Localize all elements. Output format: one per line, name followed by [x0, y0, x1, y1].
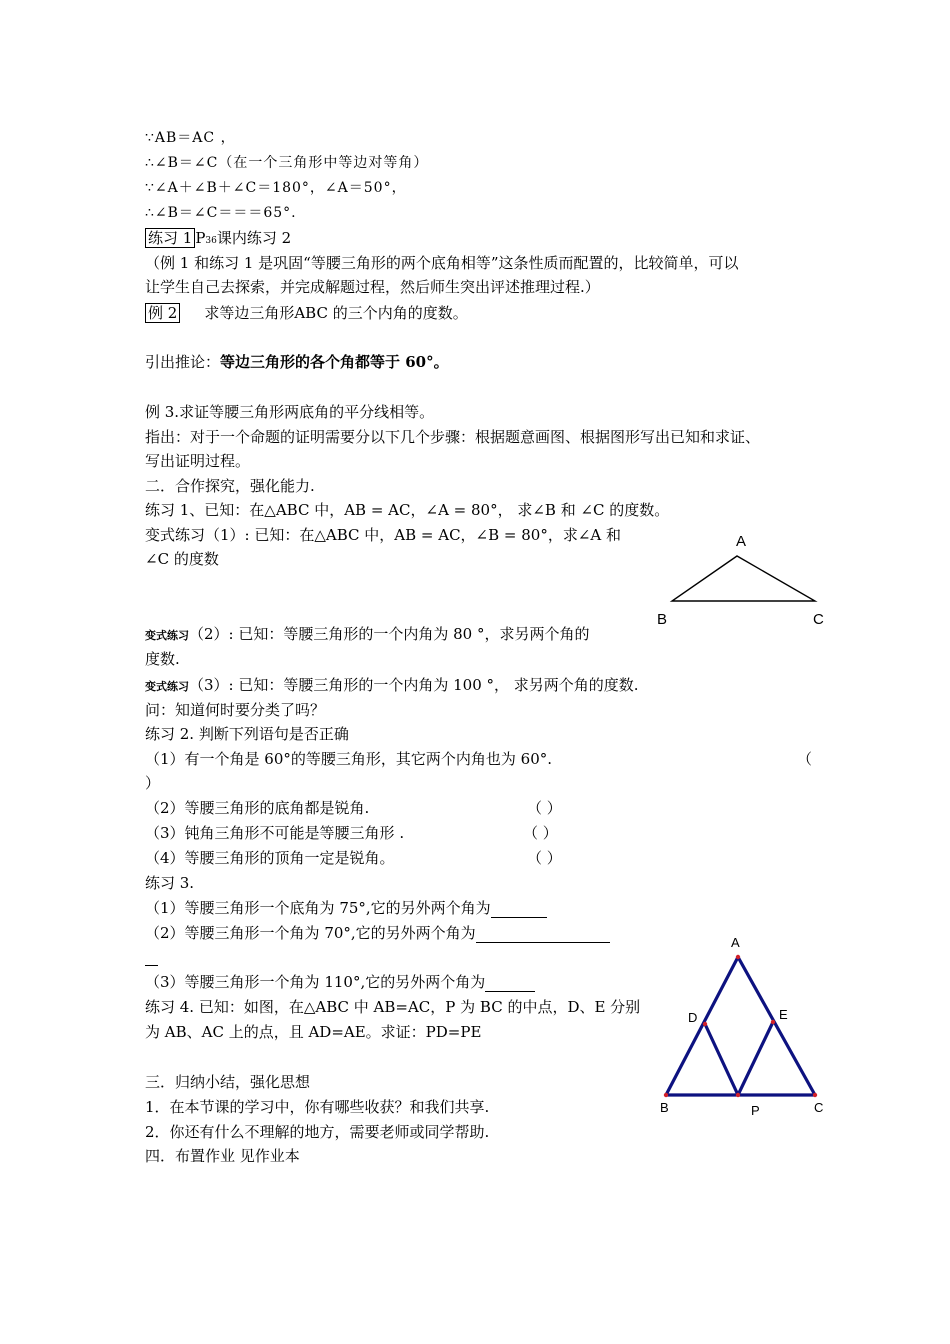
variant-2-tag: 变式练习 — [145, 629, 189, 642]
exercise-3-title: 练习 3. — [145, 874, 195, 892]
example-2-box: 例 2 — [145, 303, 180, 323]
variant-2-line-1 — [145, 624, 590, 646]
inference-bold: 等边三角形的各个角都等于 60°。 — [220, 353, 449, 371]
example-3-line-2: 指出：对于一个命题的证明需要分以下几个步骤：根据题意画图、根据图形写出已知和求证、 — [145, 428, 761, 446]
exercise-3-item-2-line — [145, 923, 610, 943]
fig2-label-e: E — [779, 1007, 788, 1022]
fig2-label-p: P — [751, 1103, 760, 1118]
variant-3-tag: 变式练习 — [145, 680, 189, 693]
exercise-2-item-1-close: ） — [145, 774, 161, 792]
summary-line-1: 1．在本节课的学习中，你有哪些收获？和我们共享. — [145, 1098, 490, 1116]
point-e — [771, 1020, 775, 1024]
triangle-abc-2 — [666, 957, 815, 1095]
exercise-3-blank-2-continued[interactable] — [145, 949, 158, 966]
variant-1-line-2: ∠C 的度数 — [145, 550, 219, 568]
exercise-3-item-3-line — [145, 972, 535, 992]
inference-prefix: 引出推论： — [145, 353, 221, 371]
exercise-2-item-4-answer[interactable]: （ ） — [527, 849, 562, 867]
exercise-1: 练习 1、已知：在△ABC 中，AB = AC，∠A = 80°， 求∠B 和 ∠C 的度数。 — [145, 501, 670, 519]
point-c — [813, 1093, 817, 1097]
point-p — [736, 1093, 740, 1097]
exercise-3-item-1-line — [145, 898, 547, 918]
point-d — [703, 1022, 707, 1026]
exercise-2-item-1: （1）有一个角是 60°的等腰三角形，其它两个内角也为 60°. — [145, 750, 553, 768]
segment-pe — [738, 1022, 773, 1095]
section-4-heading: 四．布置作业 见作业本 — [145, 1147, 300, 1165]
practice-1-line — [145, 228, 291, 251]
triangle-abc-1 — [672, 556, 815, 601]
triangle-figure-1 — [650, 528, 840, 630]
variant-2-text: （2）: 已知：等腰三角形的一个内角为 80 °，求另两个角的 — [189, 625, 590, 643]
note-line-2: 让学生自己去探索，并完成解题过程，然后师生突出评述推理过程.） — [145, 278, 600, 296]
question-line: 问：知道何时要分类了吗？ — [145, 701, 326, 719]
exercise-3-item-3: （3）等腰三角形一个角为 110°,它的另外两个角为 — [145, 973, 486, 991]
note-line-1: （例 1 和练习 1 是巩固“等腰三角形的两个底角相等”这条性质而配置的，比较简单，可以 — [145, 254, 739, 272]
variant-2-line-2: 度数. — [145, 650, 180, 668]
fig1-label-c: C — [813, 611, 824, 628]
exercise-3-item-1: （1）等腰三角形一个底角为 75°,它的另外两个角为 — [145, 899, 491, 917]
exercise-3-blank-3[interactable] — [485, 975, 535, 992]
exercise-3-item-2: （2）等腰三角形一个角为 70°,它的另外两个角为 — [145, 924, 476, 942]
exercise-2-item-1-open: （ — [797, 750, 813, 768]
example-2-line — [145, 303, 468, 323]
fig2-label-a: A — [731, 935, 740, 950]
section-2-heading: 二．合作探究，强化能力. — [145, 477, 315, 495]
fig1-label-b: B — [657, 611, 668, 628]
exercise-4-line-1: 练习 4. 已知：如图，在△ABC 中 AB=AC，P 为 BC 的中点，D、E 分别 — [145, 998, 641, 1016]
page-prefix: P — [195, 229, 206, 247]
fig1-label-a: A — [736, 533, 747, 550]
section-3-heading: 三．归纳小结，强化思想 — [145, 1073, 311, 1091]
exercise-2-item-2: （2）等腰三角形的底角都是锐角. — [145, 799, 370, 817]
point-a — [736, 955, 740, 959]
fig2-label-b: B — [660, 1100, 669, 1115]
variant-3-text: （3）: 已知：等腰三角形的一个内角为 100 °， 求另两个角的度数. — [189, 676, 639, 694]
exercise-2-title: 练习 2. 判断下列语句是否正确 — [145, 725, 349, 743]
segment-pd — [705, 1024, 738, 1095]
exercise-2-item-4: （4）等腰三角形的顶角一定是锐角。 — [145, 849, 395, 867]
proof-line-1: ∵AB＝AC ， — [145, 130, 236, 146]
variant-1-line-1: 变式练习（1）: 已知：在△ABC 中，AB = AC，∠B = 80°，求∠A 和 — [145, 526, 622, 544]
exercise-4-line-2: 为 AB、AC 上的点，且 AD=AE。求证：PD=PE — [145, 1023, 482, 1041]
proof-line-3: ∵∠A＋∠B＋∠C＝180°，∠A＝50°， — [145, 180, 407, 196]
exercise-2-item-3-answer[interactable]: （ ） — [523, 824, 558, 842]
inference-line — [145, 352, 449, 372]
example-3-line-3: 写出证明过程。 — [145, 452, 251, 470]
page-number: 36 — [205, 236, 217, 246]
proof-line-2: ∴∠B＝∠C（在一个三角形中等边对等角） — [145, 155, 429, 171]
practice-1-rest: 课内练习 2 — [216, 229, 292, 247]
practice-1-box: 练习 1 — [145, 228, 195, 248]
example-3-line-1: 例 3.求证等腰三角形两底角的平分线相等。 — [145, 403, 435, 421]
fig2-label-d: D — [688, 1010, 698, 1025]
triangle-figure-2 — [650, 930, 840, 1120]
variant-3-line — [145, 675, 639, 697]
summary-line-2: 2．你还有什么不理解的地方，需要老师或同学帮助. — [145, 1123, 490, 1141]
point-b — [664, 1093, 668, 1097]
exercise-2-item-2-answer[interactable]: （ ） — [527, 799, 562, 817]
exercise-3-blank-2[interactable] — [476, 926, 610, 943]
exercise-3-blank-1[interactable] — [491, 901, 547, 918]
fig2-label-c: C — [814, 1100, 824, 1115]
exercise-2-item-3: （3）钝角三角形不可能是等腰三角形 . — [145, 824, 405, 842]
example-2-text: 求等边三角形ABC 的三个内角的度数。 — [204, 304, 468, 322]
proof-line-4: ∴∠B＝∠C＝＝＝65°. — [145, 205, 297, 221]
